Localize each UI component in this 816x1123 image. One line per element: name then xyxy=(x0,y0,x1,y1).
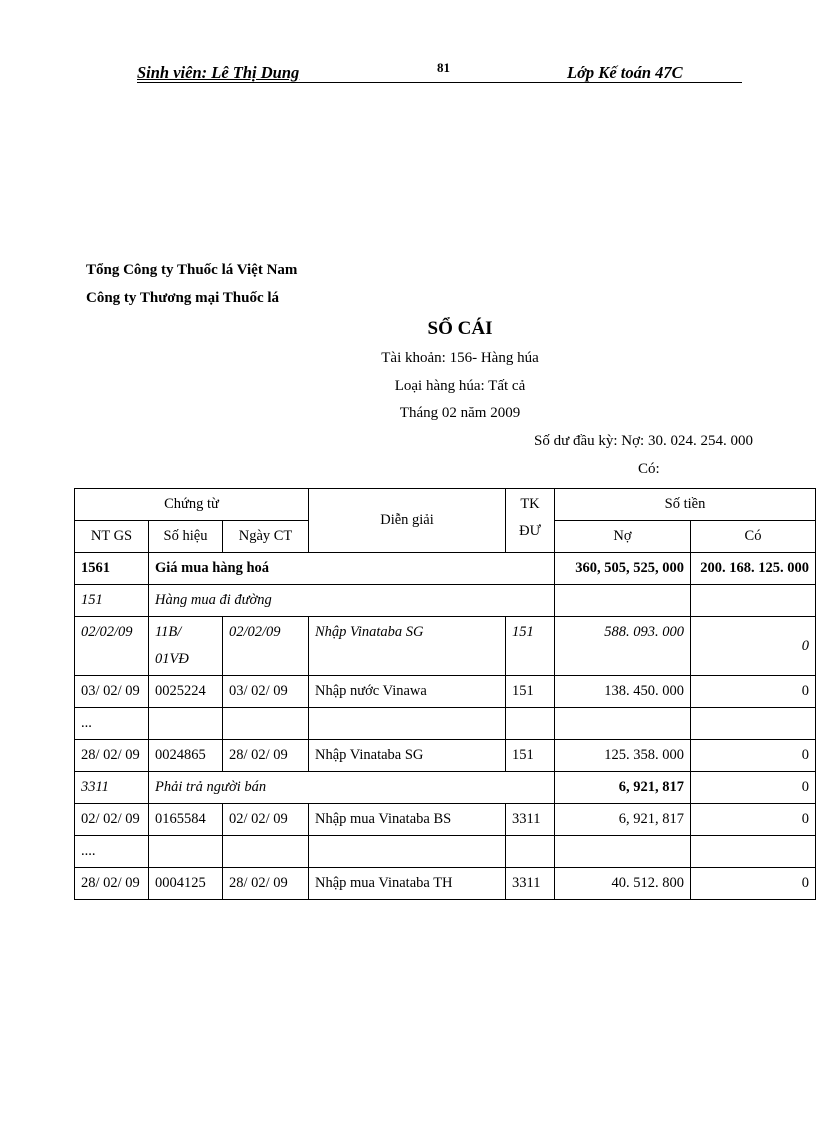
section-row-151 xyxy=(75,585,816,617)
debit-cell: 6, 921, 817 xyxy=(555,804,691,836)
header-rule xyxy=(137,82,742,83)
description-cell: Nhập Vinataba SG xyxy=(309,617,506,676)
section-code: 1561 xyxy=(75,553,149,585)
table-row xyxy=(75,836,816,868)
debit-cell: 138. 450. 000 xyxy=(555,676,691,708)
nt-gs-cell: 02/02/09 xyxy=(75,617,149,676)
period-line: Tháng 02 năm 2009 xyxy=(399,405,521,421)
so-hieu-header: Số hiệu xyxy=(149,521,223,553)
so-hieu-cell: 11B/ 01VĐ xyxy=(149,617,223,676)
section-row-3311 xyxy=(75,772,816,804)
credit-cell: 0 xyxy=(691,740,816,772)
debit-header: Nợ xyxy=(555,521,691,553)
section-debit: 6, 921, 817 xyxy=(555,772,691,804)
section-name: Hàng mua đi đường xyxy=(149,585,555,617)
opening-debit: Số dư đầu kỳ: Nợ: 30. 024. 254. 000 xyxy=(534,433,753,449)
so-hieu-cell xyxy=(149,836,223,868)
ngay-ct-cell xyxy=(223,708,309,740)
voucher-header: Chứng từ xyxy=(75,489,309,521)
section-name: Phải trả người bán xyxy=(149,772,555,804)
description-cell xyxy=(309,708,506,740)
table-row xyxy=(75,804,816,836)
nt-gs-cell: 02/ 02/ 09 xyxy=(75,804,149,836)
credit-cell: 0 xyxy=(691,868,816,900)
account-line: Tài khoản: 156- Hàng húa xyxy=(381,350,539,366)
credit-cell xyxy=(691,708,816,740)
ngay-ct-cell: 02/ 02/ 09 xyxy=(223,804,309,836)
tk-cell: 3311 xyxy=(506,804,555,836)
section-code: 151 xyxy=(75,585,149,617)
so-hieu-cell: 0004125 xyxy=(149,868,223,900)
debit-cell: 588. 093. 000 xyxy=(555,617,691,676)
company-name: Công ty Thương mại Thuốc lá xyxy=(86,290,280,306)
so-hieu-cell: 0024865 xyxy=(149,740,223,772)
so-hieu-cell: 0165584 xyxy=(149,804,223,836)
description-header: Diễn giải xyxy=(309,489,506,553)
ngay-ct-cell: 28/ 02/ 09 xyxy=(223,868,309,900)
table-row xyxy=(75,708,816,740)
goods-type-line: Loại hàng húa: Tất cả xyxy=(394,378,526,394)
ngay-ct-cell xyxy=(223,836,309,868)
description-cell: Nhập mua Vinataba TH xyxy=(309,868,506,900)
section-credit: 0 xyxy=(691,772,816,804)
credit-cell: 0 xyxy=(691,676,816,708)
tk-header-line2: ĐƯ xyxy=(519,523,541,539)
section-code: 3311 xyxy=(75,772,149,804)
ngay-ct-header: Ngày CT xyxy=(223,521,309,553)
section-debit xyxy=(555,585,691,617)
table-row xyxy=(75,740,816,772)
debit-cell xyxy=(555,708,691,740)
section-row-1561 xyxy=(75,553,816,585)
table-row xyxy=(75,676,816,708)
nt-gs-cell: ... xyxy=(75,708,149,740)
so-hieu-cell: 0025224 xyxy=(149,676,223,708)
description-cell: Nhập nước Vinawa xyxy=(309,676,506,708)
tk-header xyxy=(506,489,555,553)
tk-header-line1: TK xyxy=(520,496,540,512)
debit-cell: 125. 358. 000 xyxy=(555,740,691,772)
nt-gs-cell: 28/ 02/ 09 xyxy=(75,740,149,772)
so-hieu-cell xyxy=(149,708,223,740)
credit-cell xyxy=(691,836,816,868)
table-row xyxy=(75,868,816,900)
section-credit xyxy=(691,585,816,617)
tk-cell xyxy=(506,836,555,868)
credit-header: Có xyxy=(691,521,816,553)
opening-credit: Có: xyxy=(638,461,660,477)
student-name: Sinh viên: Lê Thị Dung xyxy=(137,63,300,82)
tk-cell: 3311 xyxy=(506,868,555,900)
ngay-ct-cell: 02/02/09 xyxy=(223,617,309,676)
description-cell: Nhập mua Vinataba BS xyxy=(309,804,506,836)
nt-gs-header: NT GS xyxy=(75,521,149,553)
header-row-1 xyxy=(75,489,816,521)
ngay-ct-cell: 03/ 02/ 09 xyxy=(223,676,309,708)
description-cell: Nhập Vinataba SG xyxy=(309,740,506,772)
tk-cell: 151 xyxy=(506,617,555,676)
section-credit: 200. 168. 125. 000 xyxy=(691,553,816,585)
ledger-title: SỔ CÁI xyxy=(427,318,493,339)
debit-cell: 40. 512. 800 xyxy=(555,868,691,900)
section-debit: 360, 505, 525, 000 xyxy=(555,553,691,585)
nt-gs-cell: 03/ 02/ 09 xyxy=(75,676,149,708)
credit-cell: 0 xyxy=(691,617,816,676)
ledger-table xyxy=(74,488,816,900)
parent-company: Tổng Công ty Thuốc lá Việt Nam xyxy=(86,262,298,278)
ngay-ct-cell: 28/ 02/ 09 xyxy=(223,740,309,772)
amount-header: Số tiền xyxy=(555,489,816,521)
section-name: Giá mua hàng hoá xyxy=(149,553,555,585)
class-name: Lớp Kế toán 47C xyxy=(567,63,683,82)
credit-cell: 0 xyxy=(691,804,816,836)
debit-cell xyxy=(555,836,691,868)
table-row xyxy=(75,617,816,676)
tk-cell xyxy=(506,708,555,740)
nt-gs-cell: .... xyxy=(75,836,149,868)
description-cell xyxy=(309,836,506,868)
tk-cell: 151 xyxy=(506,740,555,772)
nt-gs-cell: 28/ 02/ 09 xyxy=(75,868,149,900)
page-number: 81 xyxy=(437,60,450,75)
tk-cell: 151 xyxy=(506,676,555,708)
